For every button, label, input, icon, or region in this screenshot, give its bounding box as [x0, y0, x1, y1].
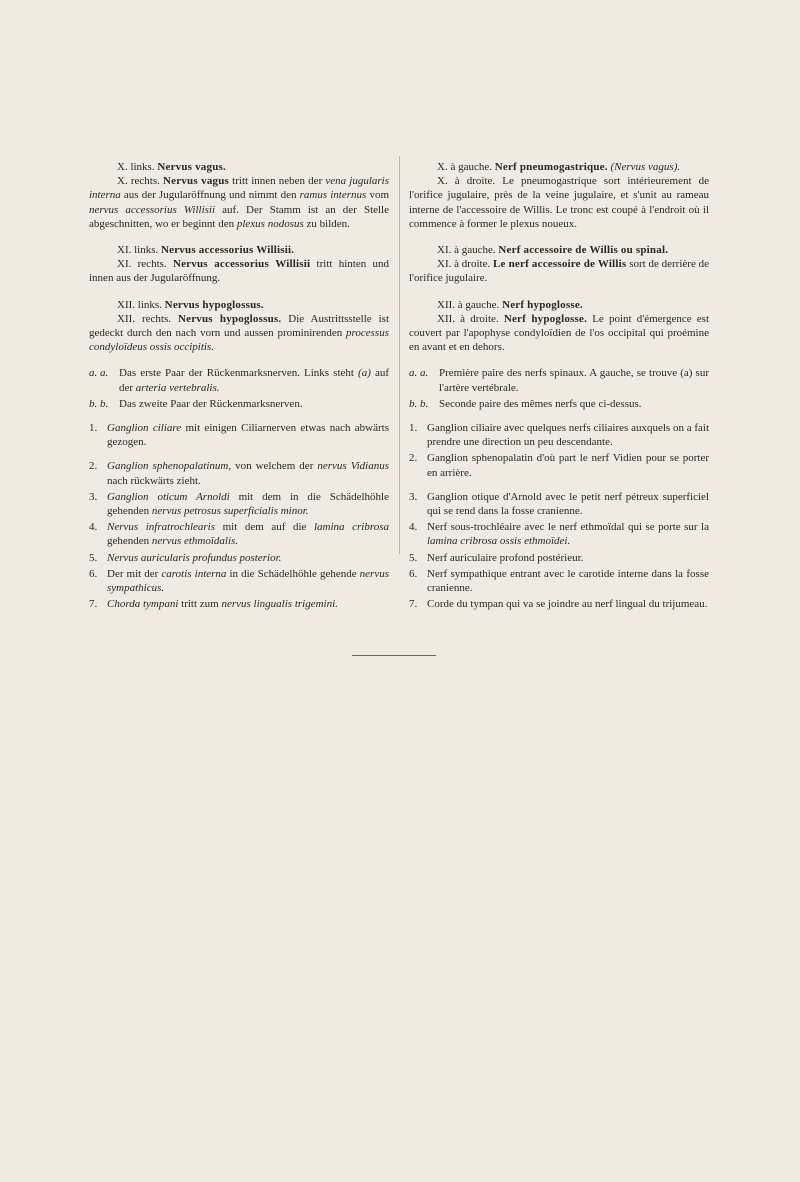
item-number: 6.	[409, 567, 418, 580]
nerve-name: Nerf pneumogastrique.	[494, 161, 608, 173]
label: XI. à gauche.	[437, 244, 496, 257]
text: Seconde paire des mêmes nerfs que ci-dessus.	[439, 397, 642, 410]
text: nach rückwärts zieht.	[107, 474, 201, 487]
text: mit dem in die Schädelhöhle gehenden	[107, 490, 389, 518]
section-x-de	[89, 160, 389, 231]
nerve-name: Nervus vagus.	[157, 161, 226, 173]
item-number: 4.	[409, 521, 418, 534]
text: aus der Jugularöffnung und nimmt den	[120, 189, 300, 202]
nerve-name: Le nerf accessoire de Willis	[493, 258, 627, 271]
nerve-name: Nervus hypoglossus.	[177, 312, 282, 325]
para-xii-right-de	[89, 312, 389, 355]
text: in die Schädelhöhle gehende	[226, 567, 360, 580]
heading-x-left-de	[89, 160, 389, 174]
latin-term: plexus nodosus	[236, 217, 304, 230]
text: Das erste Paar der Rückenmarksnerven. Links steht	[119, 367, 359, 380]
item-number: 4.	[89, 521, 98, 534]
latin-term: processus condyloïdeus ossis occipitis.	[89, 327, 389, 354]
french-column	[409, 160, 709, 621]
column-divider	[399, 156, 400, 554]
text: Nerf sous-trochléaire avec le nerf ethmoïdal qui se porte sur la	[427, 521, 709, 534]
label: XI. links.	[117, 244, 159, 257]
text: tritt innen neben der	[229, 175, 326, 188]
spacer	[89, 451, 389, 459]
section-xii-fr	[409, 298, 709, 355]
section-x-fr	[409, 160, 709, 231]
section-xi-de	[89, 243, 389, 286]
item-number: 1.	[89, 422, 98, 435]
latin-term: (Nervus vagus).	[610, 161, 681, 173]
para-xi-right-de	[89, 257, 389, 285]
label: XII. links.	[117, 298, 162, 311]
latin-term: nervus sympathicus.	[107, 567, 389, 595]
list-item	[409, 490, 709, 518]
latin-term: Ganglion ciliare	[107, 422, 182, 435]
text: auf. Der Stamm ist an der Stelle abgeschnitten, wo er beginnt den	[89, 203, 389, 230]
numbered-list-de	[89, 421, 389, 611]
item-number: 1.	[409, 422, 418, 435]
item-label: a. a.	[89, 367, 109, 380]
list-item	[89, 551, 389, 565]
german-column	[89, 160, 389, 621]
list-item	[89, 597, 389, 611]
nerve-name: Nerf accessoire de Willis ou spinal.	[498, 244, 669, 257]
text: mit dem auf die	[215, 521, 314, 534]
latin-term: nervus petrosus superficialis minor.	[151, 505, 309, 518]
item-label: b. b.	[89, 397, 109, 410]
list-item	[409, 567, 709, 595]
numbered-list-fr	[409, 421, 709, 611]
para-x-right-fr	[409, 174, 709, 231]
item-number: 7.	[89, 598, 98, 611]
nerve-name: Nervus accessorius Willisii.	[161, 244, 295, 257]
latin-term: Nervus auricularis profundus posterior.	[107, 551, 282, 564]
heading-xii-left-de	[89, 298, 389, 312]
text: Corde du tympan qui va se joindre au nerf lingual du trijumeau.	[427, 598, 708, 611]
section-xi-fr	[409, 243, 709, 286]
list-item	[409, 551, 709, 565]
list-item	[409, 421, 709, 449]
para-xi-right-fr	[409, 257, 709, 285]
list-item	[409, 451, 709, 479]
text: Le pneumogastrique sort intérieurement de l'orifice jugulaire, près de la veine jugulaire, et s'unit au rameau interne de l'accessoire de Willis. Le tronc est coupé à l'endroit où il commence à former le plexus noueux.	[409, 175, 709, 230]
item-label: b. b.	[409, 397, 429, 410]
heading-xi-left-de	[89, 243, 389, 257]
latin-term: ramus internus	[299, 189, 367, 202]
latin-term: Nervus infratrochlearis	[107, 521, 215, 534]
label: XII. rechts.	[117, 312, 171, 325]
latin-term: carotis interna	[161, 567, 227, 580]
item-number: 6.	[89, 567, 98, 580]
heading-xi-left-fr	[409, 243, 709, 257]
latin-term: lamina cribrosa ossis ethmoïdei.	[427, 535, 571, 548]
para-x-right-de	[89, 174, 389, 231]
item-number: 3.	[89, 490, 98, 503]
spacer	[409, 482, 709, 490]
text: sort de derrière de l'orifice jugulaire.	[409, 258, 709, 285]
latin-term: Chorda tympani	[107, 598, 179, 611]
label: XII. à gauche.	[437, 298, 500, 311]
text: tritt hinten und innen aus der Jugularöffnung.	[89, 258, 390, 285]
text: Die Austrittsstelle ist gedeckt durch den nach vorn und aussen prominirenden	[89, 312, 389, 340]
item-label: a. a.	[409, 367, 429, 380]
text: Ganglion otique d'Arnold avec le petit nerf pétreux superficiel qui se rend dans la fosse cranienne.	[427, 490, 709, 518]
nerve-name: Nerf hypoglosse.	[502, 298, 583, 311]
text: zu bilden.	[303, 217, 350, 230]
text: vom	[366, 189, 389, 202]
label: XI. rechts.	[117, 258, 167, 271]
section-xii-de	[89, 298, 389, 355]
item-number: 5.	[89, 551, 98, 564]
list-item	[409, 366, 709, 394]
text: gehenden	[107, 535, 152, 548]
latin-term: nervus accessorius Willisii	[89, 203, 216, 216]
text: Ganglion ciliaire avec quelques nerfs ciliaires auxquels on a fait prendre une direction un peu descendante.	[427, 422, 709, 449]
label: XII. à droite.	[437, 312, 499, 325]
para-xii-right-fr	[409, 312, 709, 355]
latin-term: (a)	[358, 367, 371, 380]
latin-term: nervus Vidianus	[317, 460, 390, 473]
heading-xii-left-fr	[409, 298, 709, 312]
item-number: 2.	[89, 460, 98, 473]
latin-term: nervus ethmoïdalis.	[151, 535, 239, 548]
item-number: 5.	[409, 551, 418, 564]
text: Le point d'émergence est couvert par l'apophyse condyloïdien de l'os occipital qui proémine en avant et en dehors.	[409, 312, 710, 354]
item-number: 3.	[409, 490, 418, 503]
label: XI. à droite.	[437, 258, 491, 271]
list-item	[409, 520, 709, 548]
latin-term: nervus lingualis trigemini.	[221, 598, 338, 611]
latin-term: Ganglion sphenopalatinum,	[107, 460, 232, 473]
latin-term: Ganglion oticum Arnoldi	[107, 490, 230, 503]
nerve-name: Nervus hypoglossus.	[164, 298, 264, 311]
latin-term: arteria vertebralis.	[135, 381, 220, 394]
list-item	[89, 366, 389, 394]
list-item	[89, 421, 389, 449]
text: Nerf auriculaire profond postérieur.	[427, 551, 584, 564]
text: Der mit der	[107, 567, 162, 580]
item-number: 7.	[409, 598, 418, 611]
spinal-pairs-list-de	[89, 366, 389, 411]
list-item	[89, 490, 389, 518]
text: tritt zum	[178, 598, 222, 611]
latin-term: vena jugularis interna	[89, 175, 390, 202]
text: Das zweite Paar der Rückenmarksnerven.	[119, 397, 303, 410]
list-item	[409, 397, 709, 411]
latin-term: lamina cribrosa	[313, 521, 389, 534]
list-item	[89, 459, 389, 487]
nerve-name: Nervus accessorius Willisii	[172, 258, 311, 271]
text: von welchem der	[231, 460, 318, 473]
text: Ganglion sphenopalatin d'où part le nerf Vidien pour se porter en arrière.	[427, 452, 709, 479]
text: Première paire des nerfs spinaux. A gauche, se trouve (a) sur l'artère vertébrale.	[439, 367, 709, 394]
label: X. rechts.	[117, 175, 160, 188]
label: X. à gauche.	[437, 161, 492, 173]
list-item	[89, 567, 389, 595]
list-item	[89, 397, 389, 411]
text: auf der	[119, 367, 389, 394]
text: mit einigen Ciliarnerven etwas nach abwärts gezogen.	[107, 422, 389, 449]
text: Nerf sympathique entrant avec le carotide interne dans la fosse cranienne.	[427, 567, 709, 595]
nerve-name: Nerf hypoglosse.	[503, 312, 588, 325]
list-item	[409, 597, 709, 611]
label: X. à droite.	[437, 175, 496, 188]
nerve-name: Nervus vagus	[163, 175, 230, 188]
spinal-pairs-list-fr	[409, 366, 709, 411]
label: X. links.	[117, 161, 155, 173]
list-item	[89, 520, 389, 548]
closing-rule	[352, 655, 436, 656]
heading-x-left-fr	[409, 160, 709, 174]
item-number: 2.	[409, 452, 418, 465]
